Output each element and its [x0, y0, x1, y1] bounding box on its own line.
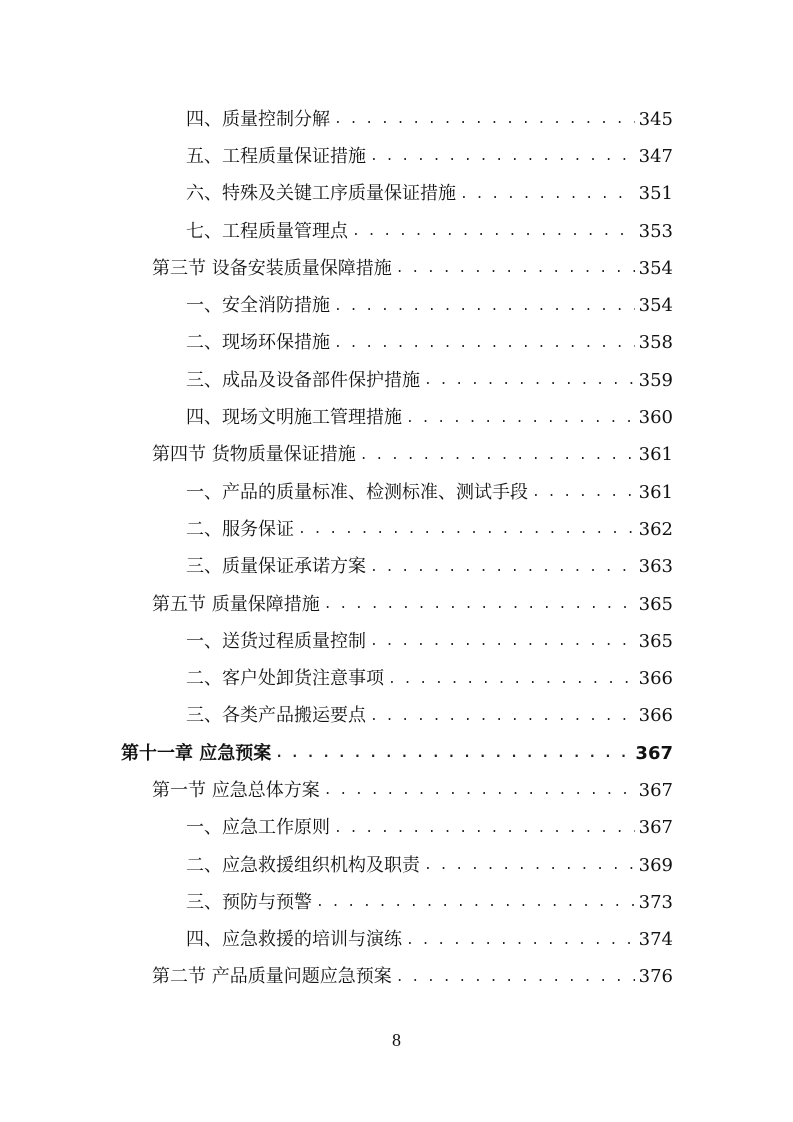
- toc-entry-title: 第十一章 应急预案: [121, 742, 272, 764]
- dot-leader: [424, 374, 635, 387]
- toc-entry[interactable]: [0, 922, 793, 959]
- toc-entry[interactable]: [0, 362, 793, 399]
- toc-entry-page: 345: [638, 108, 673, 130]
- toc-entry-title: 二、客户处卸货注意事项: [186, 668, 384, 690]
- toc-entry[interactable]: [0, 138, 793, 175]
- toc-entry-title: 一、应急工作原则: [186, 817, 330, 839]
- dot-leader: [460, 188, 635, 201]
- toc-entry-page: 358: [638, 332, 673, 354]
- toc-entry[interactable]: [0, 698, 793, 735]
- toc-entry-title: 四、质量控制分解: [186, 108, 330, 130]
- toc-entry-title: 四、应急救援的培训与演练: [186, 929, 402, 951]
- toc-entry-title: 一、产品的质量标准、检测标准、测试手段: [186, 481, 528, 503]
- toc-entry-title: 一、安全消防措施: [186, 295, 330, 317]
- dot-leader: [324, 784, 635, 797]
- toc-entry-page: 361: [638, 481, 673, 503]
- toc-entry-page: 366: [638, 668, 673, 690]
- dot-leader: [360, 449, 635, 462]
- toc-entry-title: 二、现场环保措施: [186, 332, 330, 354]
- toc-entry-title: 三、质量保证承诺方案: [186, 556, 366, 578]
- toc-entry[interactable]: [0, 287, 793, 324]
- toc-entry[interactable]: [0, 884, 793, 921]
- dot-leader: [334, 113, 635, 126]
- dot-leader: [370, 150, 635, 163]
- toc-entry-page: 374: [638, 929, 673, 951]
- toc-entry-page: 361: [638, 444, 673, 466]
- toc-entry[interactable]: [0, 101, 793, 138]
- dot-leader: [370, 561, 635, 574]
- toc-entry-title: 第三节 设备安装质量保障措施: [152, 257, 392, 279]
- dot-leader: [406, 934, 635, 947]
- toc-entry[interactable]: [0, 959, 793, 996]
- toc-entry-page: 354: [638, 257, 673, 279]
- toc-entry[interactable]: [0, 437, 793, 474]
- toc-entry-page: 347: [638, 145, 673, 167]
- dot-leader: [396, 262, 635, 275]
- toc-entry-title: 三、成品及设备部件保护措施: [186, 369, 420, 391]
- dot-leader: [334, 822, 635, 835]
- toc-entry-page: 365: [638, 630, 673, 652]
- toc-entry-page: 363: [638, 556, 673, 578]
- toc-entry[interactable]: [0, 810, 793, 847]
- toc-entry-page: 367: [635, 742, 673, 764]
- toc-entry-page: 353: [638, 220, 673, 242]
- toc-entry[interactable]: [0, 847, 793, 884]
- dot-leader: [406, 412, 635, 425]
- toc-entry-page: 367: [638, 817, 673, 839]
- dot-leader: [298, 523, 635, 536]
- toc-entry-title: 三、各类产品搬运要点: [186, 705, 366, 727]
- toc-entry-page: 360: [638, 407, 673, 429]
- toc-entry-page: 359: [638, 369, 673, 391]
- toc-entry[interactable]: [0, 772, 793, 809]
- toc-entry[interactable]: [0, 586, 793, 623]
- toc-entry-page: 373: [638, 891, 673, 913]
- dot-leader: [424, 859, 635, 872]
- toc-entry[interactable]: [0, 474, 793, 511]
- toc-entry-page: 366: [638, 705, 673, 727]
- page-number: 8: [392, 1030, 401, 1050]
- toc-entry[interactable]: [0, 176, 793, 213]
- dot-leader: [275, 747, 631, 760]
- toc-entry-page: 351: [638, 183, 673, 205]
- toc-entry-page: 369: [638, 854, 673, 876]
- toc-entry-title: 四、现场文明施工管理措施: [186, 407, 402, 429]
- toc-entry-title: 第五节 质量保障措施: [152, 593, 320, 615]
- toc-entry[interactable]: [0, 325, 793, 362]
- toc-entry-page: 367: [638, 779, 673, 801]
- toc-entry[interactable]: [0, 511, 793, 548]
- dot-leader: [396, 971, 635, 984]
- dot-leader: [370, 710, 635, 723]
- dot-leader: [324, 598, 635, 611]
- toc-entry-title: 五、工程质量保证措施: [186, 145, 366, 167]
- toc-entry-title: 第四节 货物质量保证措施: [152, 444, 356, 466]
- toc-entry[interactable]: [0, 213, 793, 250]
- toc-entry-title: 第一节 应急总体方案: [152, 779, 320, 801]
- toc-entry-page: 362: [638, 518, 673, 540]
- toc-entry[interactable]: [0, 549, 793, 586]
- table-of-contents: [0, 101, 793, 996]
- toc-entry-title: 三、预防与预警: [186, 891, 312, 913]
- toc-entry-page: 354: [638, 295, 673, 317]
- toc-entry-title: 第二节 产品质量问题应急预案: [152, 966, 392, 988]
- toc-entry-title: 二、应急救援组织机构及职责: [186, 854, 420, 876]
- dot-leader: [334, 300, 635, 313]
- toc-entry-title: 一、送货过程质量控制: [186, 630, 366, 652]
- dot-leader: [370, 635, 635, 648]
- dot-leader: [388, 673, 635, 686]
- toc-entry-page: 376: [638, 966, 673, 988]
- toc-entry-title: 六、特殊及关键工序质量保证措施: [186, 183, 456, 205]
- toc-entry[interactable]: [0, 399, 793, 436]
- toc-entry-title: 二、服务保证: [186, 518, 294, 540]
- toc-entry[interactable]: [0, 735, 793, 772]
- toc-entry-title: 七、工程质量管理点: [186, 220, 348, 242]
- dot-leader: [352, 225, 635, 238]
- dot-leader: [316, 896, 635, 909]
- toc-entry[interactable]: [0, 660, 793, 697]
- dot-leader: [532, 486, 635, 499]
- dot-leader: [334, 337, 635, 350]
- toc-entry-page: 365: [638, 593, 673, 615]
- toc-entry[interactable]: [0, 623, 793, 660]
- toc-entry[interactable]: [0, 250, 793, 287]
